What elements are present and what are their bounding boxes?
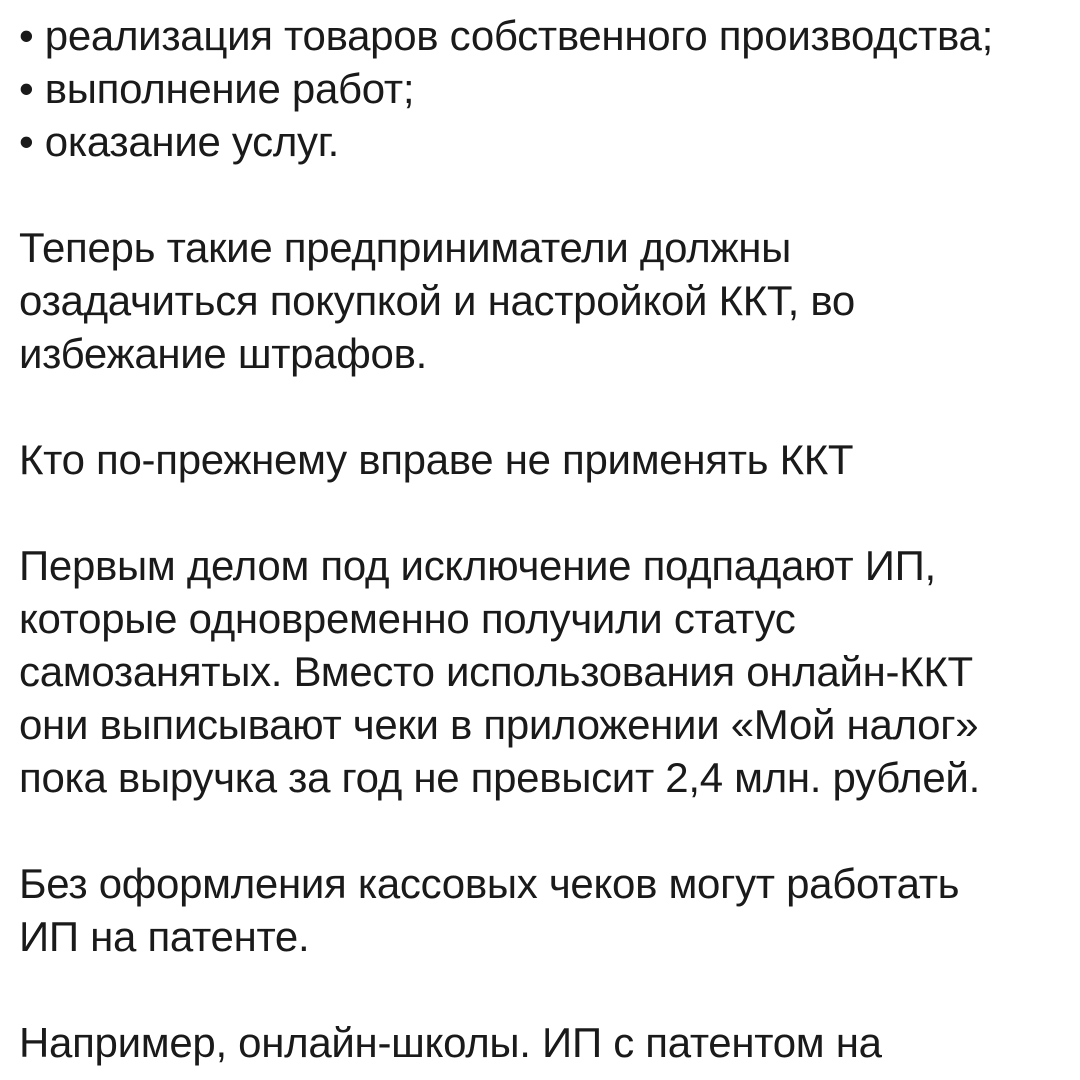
paragraph-self-employed bbox=[19, 539, 1071, 804]
paragraph-line: Первым делом под исключение подпадают ИП, bbox=[19, 542, 936, 589]
bullet-item: • оказание услуг. bbox=[19, 118, 340, 165]
bullet-item: • выполнение работ; bbox=[19, 65, 415, 112]
paragraph-spacer bbox=[19, 168, 1071, 221]
paragraph-spacer bbox=[19, 380, 1071, 433]
paragraph-line: ИП на патенте. bbox=[19, 913, 310, 960]
paragraph-line: Например, онлайн-школы. ИП с патентом на bbox=[19, 1019, 882, 1066]
bullet-item: • реализация товаров собственного производства; bbox=[19, 12, 993, 59]
paragraph-patent bbox=[19, 857, 1071, 963]
paragraph-example bbox=[19, 1016, 1071, 1069]
document-text bbox=[19, 9, 1071, 1069]
paragraph-spacer bbox=[19, 804, 1071, 857]
paragraph-line: Без оформления кассовых чеков могут работать bbox=[19, 860, 960, 907]
paragraph-line: пока выручка за год не превысит 2,4 млн. рублей. bbox=[19, 754, 980, 801]
paragraph-spacer bbox=[19, 963, 1071, 1016]
paragraph-line: Теперь такие предприниматели должны bbox=[19, 224, 792, 271]
paragraph-line: избежание штрафов. bbox=[19, 330, 427, 377]
paragraph-line: которые одновременно получили статус bbox=[19, 595, 796, 642]
section-heading: Кто по-прежнему вправе не применять ККТ bbox=[19, 436, 854, 483]
paragraph-line: они выписывают чеки в приложении «Мой налог» bbox=[19, 701, 979, 748]
paragraph-line: самозанятых. Вместо использования онлайн-ККТ bbox=[19, 648, 973, 695]
paragraph-spacer bbox=[19, 486, 1071, 539]
paragraph-obligation bbox=[19, 221, 1071, 380]
paragraph-line: озадачиться покупкой и настройкой ККТ, во bbox=[19, 277, 855, 324]
bullet-list bbox=[19, 9, 1071, 168]
